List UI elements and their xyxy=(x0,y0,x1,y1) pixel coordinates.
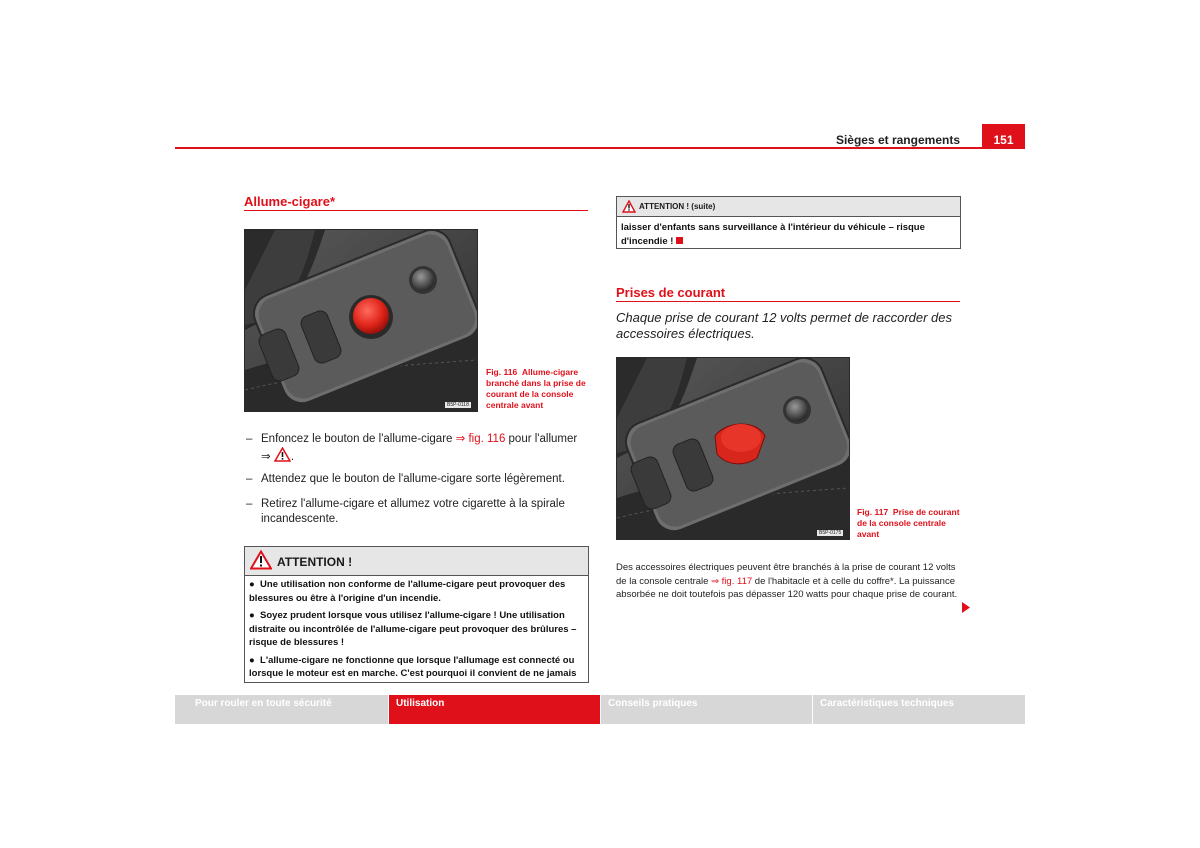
attention-item xyxy=(249,609,584,650)
attention-header xyxy=(245,547,588,576)
attention-item-text: Une utilisation non conforme de l'allume-cigare peut provoquer des blessures ou être à l'origine d'un incendie. xyxy=(249,579,566,604)
header-rule xyxy=(175,147,1025,149)
attention-box xyxy=(244,546,589,683)
arrow-ref: ⇒ xyxy=(711,575,720,587)
figure-code: B5P-0118 xyxy=(447,402,469,408)
section-title-prises: Prises de courant xyxy=(616,285,726,300)
figure-117-caption xyxy=(857,507,960,540)
bullet: ● xyxy=(249,610,255,621)
continue-arrow-icon[interactable] xyxy=(962,602,970,613)
warning-triangle-icon xyxy=(250,550,272,570)
bullet: ● xyxy=(249,654,255,666)
attention-title: ATTENTION ! xyxy=(277,555,353,569)
dash: – xyxy=(246,498,253,510)
warning-triangle-icon xyxy=(622,200,636,213)
nav-tab-conseils[interactable]: Conseils pratiques xyxy=(601,695,812,724)
attention-item-text: L'allume-cigare ne fonctionne que lorsque l'allumage est connecté ou lorsque le moteur est en marche. C'est pourquoi il convient de ne jamais xyxy=(249,654,577,679)
warning-triangle-icon xyxy=(274,447,291,462)
power-socket-illustration xyxy=(617,358,849,539)
step-text: . xyxy=(290,451,295,463)
bullet: ● xyxy=(249,579,255,590)
fig-116-link[interactable]: fig. 116 xyxy=(468,433,506,445)
figure-116-caption xyxy=(486,367,588,411)
step-text: Enfoncez le bouton de l'allume-cigare xyxy=(261,433,456,445)
dash: – xyxy=(246,433,253,445)
arrow-ref: ⇒ xyxy=(261,451,271,463)
page-number: 151 xyxy=(982,124,1025,149)
section-rule xyxy=(616,301,960,302)
step-text: Attendez que le bouton de l'allume-cigare sorte légèrement. xyxy=(261,473,565,485)
attention-header xyxy=(617,197,960,217)
fig-117-link[interactable]: fig. 117 xyxy=(721,575,753,587)
figure-code: B5P-0175 xyxy=(819,530,842,536)
section-rule xyxy=(244,210,588,211)
attention-item-text: Soyez prudent lorsque vous utilisez l'allume-cigare ! Une utilisation distraite ou incontrôlée de l'allume-cigare peut provoquer des brûlures – risque de blessures ! xyxy=(249,610,577,648)
section-intro: Chaque prise de courant 12 volts permet de raccorder des accessoires électriques. xyxy=(616,310,953,341)
dash: – xyxy=(246,473,253,485)
section-title-allume-cigare: Allume-cigare* xyxy=(244,194,336,209)
power-socket-paragraph xyxy=(616,561,960,602)
nav-tab-utilisation[interactable]: Utilisation xyxy=(389,695,600,724)
nav-tab-securite[interactable]: Pour rouler en toute sécurité xyxy=(175,695,388,724)
step-2 xyxy=(246,472,591,487)
arrow-ref: ⇒ xyxy=(455,433,466,445)
paragraph-text: de l'habitacle et à celle du coffre*. La puissance absorbée ne doit toutefois pas dépasser 120 watts pour chaque prise de courant. xyxy=(616,575,958,600)
step-1 xyxy=(246,432,591,465)
figure-117-power-socket xyxy=(616,357,850,540)
nav-tab-caracteristiques[interactable]: Caractéristiques techniques xyxy=(813,695,1025,724)
attention-text: laisser d'enfants sans surveillance à l'intérieur du véhicule – risque d'incendie ! xyxy=(621,222,925,247)
end-square-icon xyxy=(676,237,683,244)
step-text: Retirez l'allume-cigare et allumez votre cigarette à la spirale incandescente. xyxy=(261,498,565,525)
attention-body xyxy=(617,217,960,248)
attention-item xyxy=(249,578,584,605)
chapter-title: Sièges et rangements xyxy=(835,133,960,147)
figure-116-cigarette-lighter xyxy=(244,229,478,412)
caption-text: Prise de courant de la console centrale avant xyxy=(857,507,960,539)
cigarette-lighter-illustration xyxy=(245,230,477,411)
attention-item xyxy=(249,654,584,681)
step-3 xyxy=(246,497,591,527)
attention-title: ATTENTION ! (suite) xyxy=(639,202,716,211)
paragraph-text: Des accessoires électriques peuvent être branchés à la prise de courant 12 volts de la console centrale xyxy=(616,562,956,587)
attention-body xyxy=(245,576,588,681)
caption-fig-number: Fig. 116 xyxy=(486,367,518,377)
step-text: pour l'allumer xyxy=(505,433,578,445)
caption-fig-number: Fig. 117 xyxy=(857,507,889,517)
caption-text: Allume-cigare branché dans la prise de courant de la console centrale avant xyxy=(486,367,586,410)
attention-continued-box xyxy=(616,196,961,249)
